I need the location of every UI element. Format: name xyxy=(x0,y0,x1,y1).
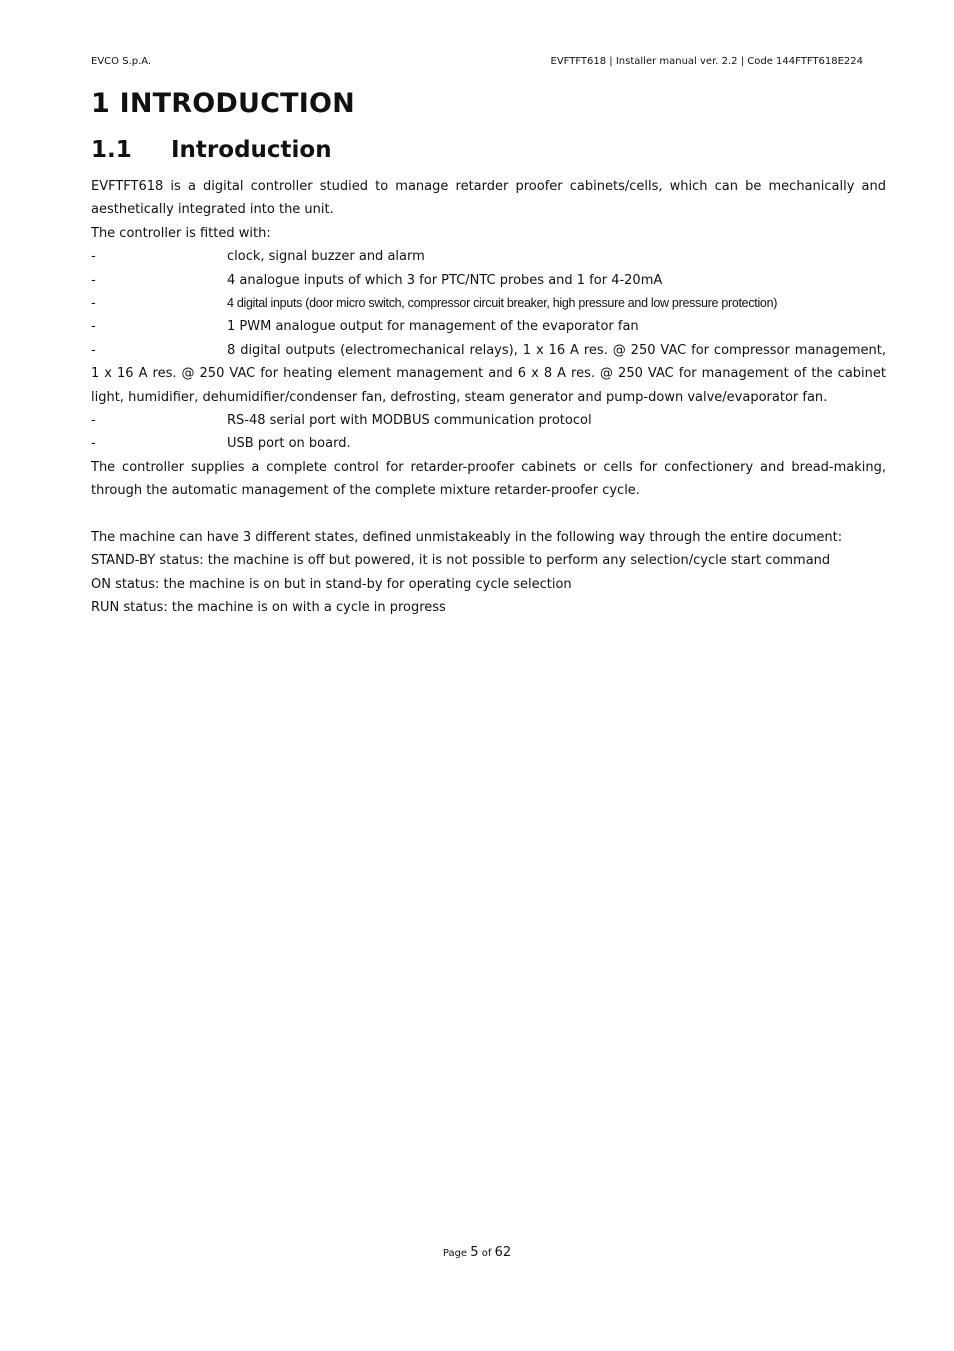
footer-page-number: 5 xyxy=(470,1245,479,1260)
header-company: EVCO S.p.A. xyxy=(91,56,152,67)
list-dash: - xyxy=(91,319,96,335)
list-item xyxy=(91,292,886,315)
list-dash: - xyxy=(91,436,96,452)
control-paragraph: The controller supplies a complete control for retarder-proofer cabinets or cells for confectionery and bread-making, through the automatic management of the complete mixture retarder-proofer cycle. xyxy=(91,459,886,499)
list-item xyxy=(91,315,886,338)
header-doc-info: EVFTFT618 | Installer manual ver. 2.2 | Code 144FTFT618E224 xyxy=(550,56,863,67)
state-on: ON status: the machine is on but in stand-by for operating cycle selection xyxy=(91,576,572,592)
section-number: 1.1 xyxy=(91,137,132,163)
list-item-text: 4 digital inputs (door micro switch, compressor circuit breaker, high pressure and low pressure protection) xyxy=(227,296,778,311)
section-title: Introduction xyxy=(171,137,332,163)
fitted-with-line: The controller is fitted with: xyxy=(91,225,271,241)
spacer xyxy=(91,503,886,526)
list-dash: - xyxy=(91,342,96,358)
list-item-text: 1 PWM analogue output for management of the evaporator fan xyxy=(227,319,639,335)
list-item-text: clock, signal buzzer and alarm xyxy=(227,249,425,265)
feature-list xyxy=(91,245,886,456)
footer-page-word: Page xyxy=(442,1248,468,1259)
document-body xyxy=(91,175,886,620)
state-run: RUN status: the machine is on with a cycle in progress xyxy=(91,600,446,616)
page-footer xyxy=(0,1245,954,1260)
section-heading xyxy=(91,137,332,163)
states-intro: The machine can have 3 different states, defined unmistakeably in the following way through the entire document: xyxy=(91,530,843,546)
footer-of-word: of xyxy=(481,1248,492,1259)
list-dash: - xyxy=(91,296,96,312)
list-item xyxy=(91,409,886,432)
footer-page-total: 62 xyxy=(494,1245,512,1260)
list-dash: - xyxy=(91,413,96,429)
intro-paragraph: EVFTFT618 is a digital controller studied to manage retarder proofer cabinets/cells, which can be mechanically and aesthetically integrated into the unit. xyxy=(91,179,886,218)
list-item xyxy=(91,269,886,292)
list-item xyxy=(91,432,886,455)
state-standby: STAND-BY status: the machine is off but powered, it is not possible to perform any selection/cycle start command xyxy=(91,553,831,569)
list-item xyxy=(91,339,886,409)
list-dash: - xyxy=(91,249,96,265)
list-dash: - xyxy=(91,272,96,288)
list-item-text: RS-48 serial port with MODBUS communication protocol xyxy=(227,413,592,429)
list-item-text: USB port on board. xyxy=(227,436,351,452)
list-item-text: 8 digital outputs (electromechanical relays), 1 x 16 A res. @ 250 VAC for compressor management, 1 x 16 A res. @ 250 VAC for heating element management and 6 x 8 A res. @ 250 VAC for management of the cabinet light, humidifier, dehumidifier/condenser fan, defrosting, steam generator and pump-down valve/evaporator fan. xyxy=(91,342,886,405)
chapter-title: 1 INTRODUCTION xyxy=(91,88,355,119)
list-item xyxy=(91,245,886,268)
list-item-text: 4 analogue inputs of which 3 for PTC/NTC probes and 1 for 4-20mA xyxy=(227,272,663,288)
